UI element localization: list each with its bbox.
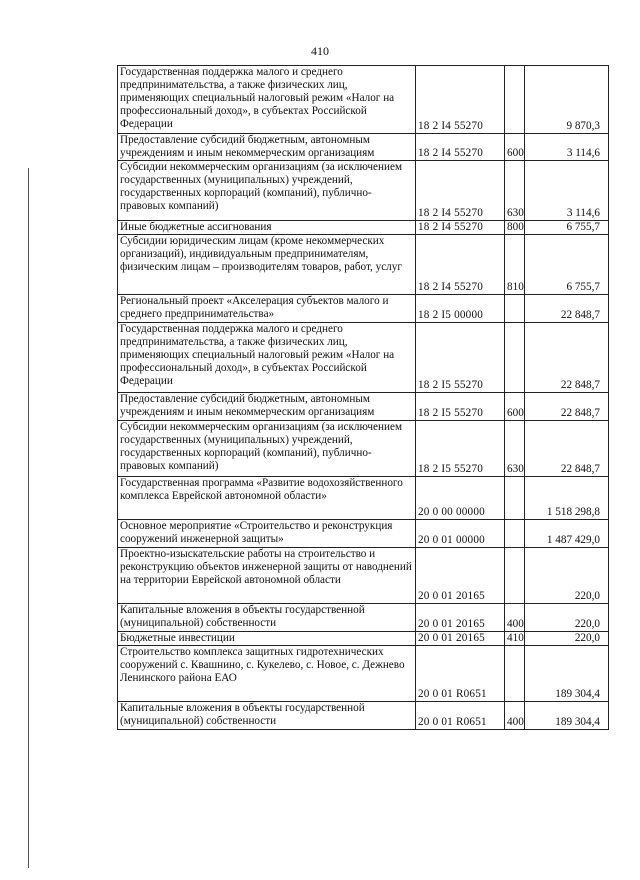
table-row	[118, 702, 609, 730]
row-vr: 630	[505, 161, 525, 221]
table-row	[118, 235, 609, 295]
table-row	[118, 295, 609, 323]
row-vr	[505, 66, 525, 134]
row-amount: 9 870,3	[525, 66, 609, 134]
row-vr	[505, 520, 525, 548]
row-name: Предоставление субсидий бюджетным, автономным учреждениям и иным некоммерческим организациям	[118, 393, 416, 421]
row-vr: 400	[505, 604, 525, 632]
row-amount: 22 848,7	[525, 393, 609, 421]
row-code: 18 2 I4 55270	[416, 134, 505, 161]
table-row	[118, 421, 609, 477]
row-name: Бюджетные инвестиции	[118, 632, 416, 646]
row-code: 18 2 I4 55270	[416, 221, 505, 235]
row-amount: 220,0	[525, 604, 609, 632]
budget-table	[117, 65, 609, 730]
row-vr: 810	[505, 235, 525, 295]
row-amount: 22 848,7	[525, 323, 609, 393]
row-code: 18 2 I5 55270	[416, 421, 505, 477]
row-code: 18 2 I4 55270	[416, 161, 505, 221]
row-code: 20 0 01 20165	[416, 604, 505, 632]
row-name: Строительство комплекса защитных гидротехнических сооружений с. Квашнино, с. Кукелево, с. Новое, с. Дежнево Ленинского района ЕАО	[118, 646, 416, 702]
row-amount: 220,0	[525, 632, 609, 646]
row-vr: 600	[505, 393, 525, 421]
row-name: Субсидии некоммерческим организациям (за исключением государственных (муниципальных) учреждений, государственных корпораций (компаний), публично-правовых компаний)	[118, 161, 416, 221]
row-vr	[505, 477, 525, 520]
row-code: 18 2 I4 55270	[416, 66, 505, 134]
table-row	[118, 548, 609, 604]
row-vr: 600	[505, 134, 525, 161]
row-name: Проектно-изыскательские работы на строительство и реконструкцию объектов инженерной защиты от наводнений на территории Еврейской автономной области	[118, 548, 416, 604]
row-amount: 6 755,7	[525, 235, 609, 295]
table-row	[118, 134, 609, 161]
row-amount: 6 755,7	[525, 221, 609, 235]
row-name: Субсидии некоммерческим организациям (за исключением государственных (муниципальных) учреждений, государственных корпораций (компаний), публично-правовых компаний)	[118, 421, 416, 477]
row-name: Государственная поддержка малого и среднего предпринимательства, а также физических лиц, применяющих специальный налоговый режим «Налог на профессиональный доход», в субъектах Российской Федерации	[118, 66, 416, 134]
row-amount: 1 518 298,8	[525, 477, 609, 520]
row-amount: 1 487 429,0	[525, 520, 609, 548]
row-vr: 400	[505, 702, 525, 730]
row-vr	[505, 323, 525, 393]
table-row	[118, 393, 609, 421]
row-vr	[505, 295, 525, 323]
row-amount: 3 114,6	[525, 134, 609, 161]
row-vr	[505, 646, 525, 702]
table-row	[118, 632, 609, 646]
row-code: 18 2 I4 55270	[416, 235, 505, 295]
table-row	[118, 161, 609, 221]
row-code: 20 0 00 00000	[416, 477, 505, 520]
row-vr: 630	[505, 421, 525, 477]
row-name: Государственная поддержка малого и среднего предпринимательства, а также физических лиц, применяющих специальный налоговый режим «Налог на профессиональный доход», в субъектах Российской Федерации	[118, 323, 416, 393]
table-row	[118, 66, 609, 134]
table-row	[118, 323, 609, 393]
table-row	[118, 477, 609, 520]
row-amount: 189 304,4	[525, 646, 609, 702]
row-name: Капитальные вложения в объекты государственной (муниципальной) собственности	[118, 702, 416, 730]
page-number: 410	[311, 44, 329, 58]
row-name: Предоставление субсидий бюджетным, автономным учреждениям и иным некоммерческим организациям	[118, 134, 416, 161]
row-name: Основное мероприятие «Строительство и реконструкция сооружений инженерной защиты»	[118, 520, 416, 548]
row-name: Региональный проект «Акселерация субъектов малого и среднего предпринимательства»	[118, 295, 416, 323]
table-row	[118, 604, 609, 632]
row-vr: 410	[505, 632, 525, 646]
row-name: Иные бюджетные ассигнования	[118, 221, 416, 235]
row-amount: 220,0	[525, 548, 609, 604]
row-code: 18 2 I5 55270	[416, 323, 505, 393]
row-name: Государственная программа «Развитие водохозяйственного комплекса Еврейской автономной области»	[118, 477, 416, 520]
row-amount: 3 114,6	[525, 161, 609, 221]
row-code: 20 0 01 R0651	[416, 646, 505, 702]
row-amount: 22 848,7	[525, 421, 609, 477]
row-amount: 22 848,7	[525, 295, 609, 323]
row-name: Субсидии юридическим лицам (кроме некоммерческих организаций), индивидуальным предпринимателям, физическим лицам – производителям товаров, работ, услуг	[118, 235, 416, 295]
row-code: 20 0 01 20165	[416, 548, 505, 604]
row-vr	[505, 548, 525, 604]
table-row	[118, 646, 609, 702]
row-vr: 800	[505, 221, 525, 235]
row-code: 20 0 01 20165	[416, 632, 505, 646]
margin-rule	[28, 168, 29, 868]
table-row	[118, 221, 609, 235]
row-code: 20 0 01 00000	[416, 520, 505, 548]
row-amount: 189 304,4	[525, 702, 609, 730]
row-code: 20 0 01 R0651	[416, 702, 505, 730]
table-row	[118, 520, 609, 548]
row-code: 18 2 I5 55270	[416, 393, 505, 421]
row-name: Капитальные вложения в объекты государственной (муниципальной) собственности	[118, 604, 416, 632]
row-code: 18 2 I5 00000	[416, 295, 505, 323]
